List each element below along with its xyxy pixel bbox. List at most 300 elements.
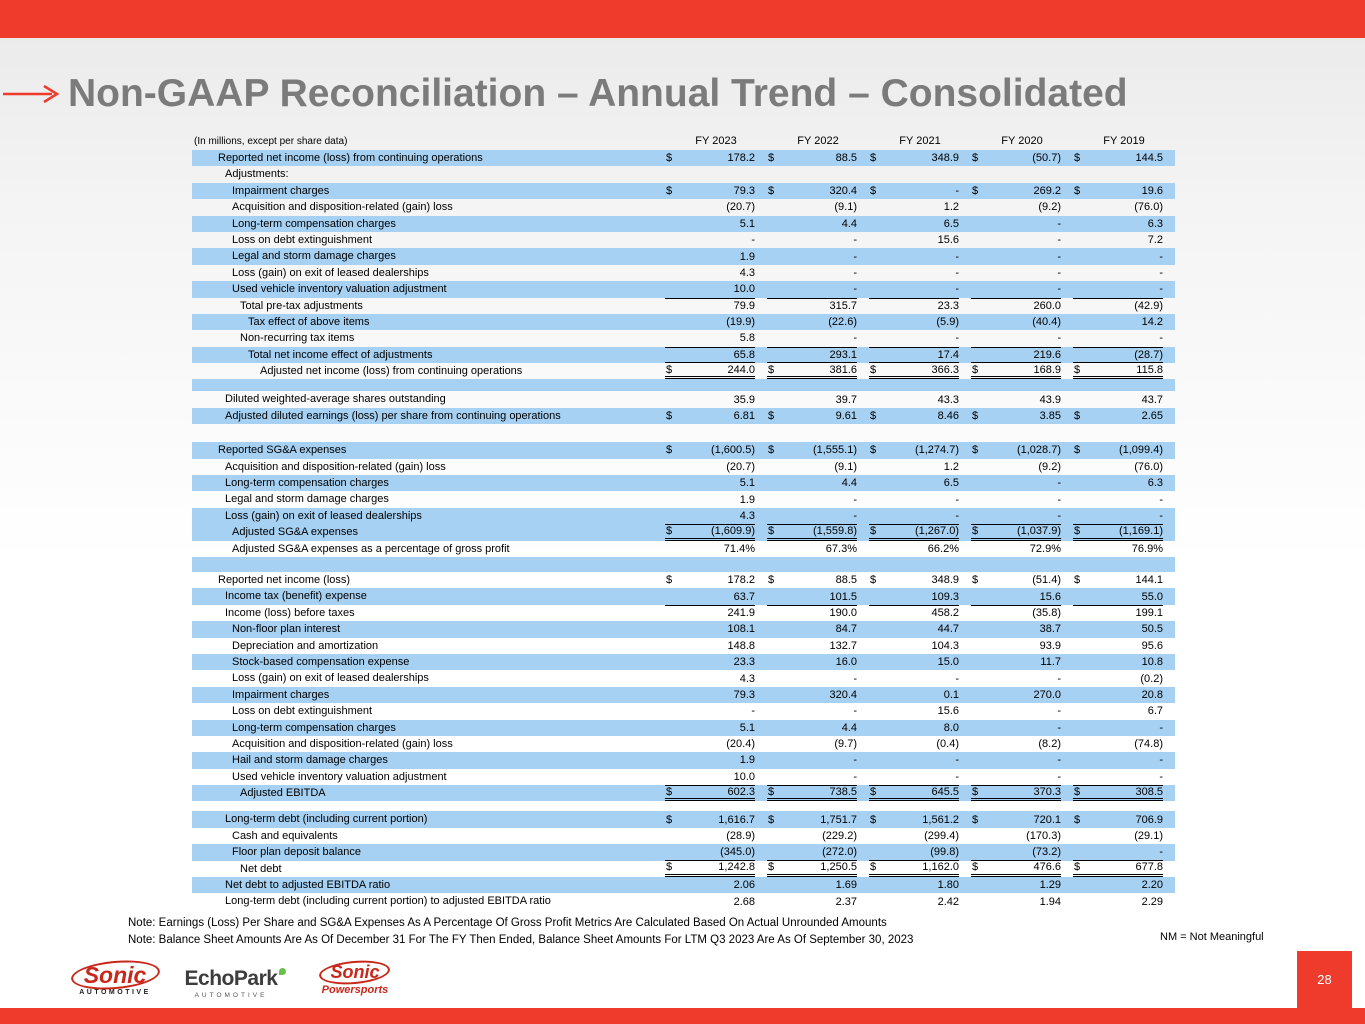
cell-value: 5.1 bbox=[739, 721, 755, 734]
table-row bbox=[192, 654, 1175, 670]
row-value-cell bbox=[869, 752, 971, 768]
cell-value: 1.2 bbox=[943, 201, 959, 214]
cell-value: - bbox=[1057, 510, 1061, 522]
row-label: Long-term debt (including current portion) to adjusted EBITDA ratio bbox=[225, 895, 551, 908]
cell-value: 1.9 bbox=[739, 754, 755, 767]
row-value-cell bbox=[971, 621, 1073, 637]
row-value-cell bbox=[971, 248, 1073, 264]
cell-value: 348.9 bbox=[931, 574, 959, 587]
table-row bbox=[192, 347, 1175, 363]
dollar-sign: $ bbox=[666, 410, 673, 423]
row-value-cell bbox=[665, 183, 767, 199]
row-value-cell bbox=[971, 459, 1073, 475]
cell-value: 15.0 bbox=[937, 656, 959, 669]
row-value-cell bbox=[665, 588, 767, 604]
row-label: Acquisition and disposition-related (gain) loss bbox=[225, 460, 446, 473]
cell-value: - bbox=[1159, 332, 1163, 345]
row-value-cell bbox=[1073, 459, 1175, 475]
cell-value: - bbox=[751, 705, 755, 718]
row-value-cell bbox=[665, 314, 767, 330]
row-value-cell bbox=[869, 314, 971, 330]
cell-value: 4.3 bbox=[739, 510, 755, 522]
row-value-cell bbox=[1073, 621, 1175, 637]
cell-value: (9.7) bbox=[834, 738, 857, 751]
row-value-cell bbox=[665, 541, 767, 557]
cell-value: 1,242.8 bbox=[718, 861, 755, 874]
row-value-cell bbox=[665, 265, 767, 281]
cell-value: (1,037.9) bbox=[1016, 525, 1061, 538]
table-row bbox=[192, 638, 1175, 654]
cell-value: 476.6 bbox=[1033, 861, 1061, 874]
cell-value: 2.06 bbox=[733, 879, 755, 892]
row-value-cell bbox=[767, 347, 869, 363]
cell-value: - bbox=[1057, 234, 1061, 247]
column-header: FY 2023 bbox=[695, 135, 737, 147]
table-row bbox=[192, 363, 1175, 379]
row-value-cell bbox=[971, 216, 1073, 232]
row-value-cell bbox=[665, 330, 767, 346]
row-value-cell bbox=[665, 248, 767, 264]
cell-value: (19.9) bbox=[726, 316, 755, 329]
row-value-cell bbox=[665, 844, 767, 860]
cell-value: (1,274.7) bbox=[914, 444, 959, 457]
row-value-cell bbox=[1073, 363, 1175, 379]
cell-value: 1.9 bbox=[739, 493, 755, 506]
row-value-cell bbox=[971, 475, 1073, 491]
row-value-cell bbox=[1073, 861, 1175, 877]
cell-value: 79.3 bbox=[733, 688, 755, 701]
cell-value: 6.5 bbox=[943, 477, 959, 490]
cell-value: (51.4) bbox=[1032, 574, 1061, 587]
cell-value: 17.4 bbox=[937, 348, 959, 361]
row-value-cell bbox=[1073, 491, 1175, 507]
table-row bbox=[192, 199, 1175, 215]
row-value-cell bbox=[869, 828, 971, 844]
cell-value: 1,751.7 bbox=[820, 813, 857, 826]
cell-value: 293.1 bbox=[829, 348, 857, 361]
dollar-sign: $ bbox=[1074, 861, 1081, 874]
row-value-cell bbox=[869, 508, 971, 524]
row-value-cell bbox=[869, 166, 971, 182]
cell-value: 4.4 bbox=[841, 721, 857, 734]
cell-value: (1,169.1) bbox=[1118, 525, 1163, 538]
row-value-cell bbox=[665, 408, 767, 424]
units-note: (In millions, except per share data) bbox=[194, 136, 348, 147]
row-value-cell bbox=[869, 363, 971, 379]
dollar-sign: $ bbox=[870, 786, 877, 799]
cell-value: - bbox=[955, 493, 959, 506]
cell-value: (9.2) bbox=[1038, 460, 1061, 473]
cell-value: 43.7 bbox=[1141, 393, 1163, 406]
row-value-cell bbox=[665, 232, 767, 248]
row-value-cell bbox=[767, 720, 869, 736]
row-value-cell bbox=[665, 605, 767, 621]
row-value-cell bbox=[1073, 654, 1175, 670]
row-value-cell bbox=[767, 314, 869, 330]
row-value-cell bbox=[665, 298, 767, 314]
dollar-sign: $ bbox=[768, 525, 775, 538]
row-value-cell bbox=[971, 183, 1073, 199]
row-value-cell bbox=[767, 459, 869, 475]
row-value-cell bbox=[665, 166, 767, 182]
cell-value: 458.2 bbox=[931, 607, 959, 620]
echopark-logo-subtext: AUTOMOTIVE bbox=[194, 992, 268, 999]
row-value-cell bbox=[869, 524, 971, 540]
dollar-sign: $ bbox=[1074, 363, 1081, 376]
row-value-cell bbox=[1073, 811, 1175, 827]
cell-value: (5.9) bbox=[936, 316, 959, 329]
row-value-cell bbox=[767, 524, 869, 540]
cell-value: 14.2 bbox=[1141, 316, 1163, 329]
dollar-sign: $ bbox=[972, 813, 979, 826]
row-value-cell bbox=[971, 298, 1073, 314]
bottom-accent-bar bbox=[0, 1008, 1365, 1024]
dollar-sign: $ bbox=[768, 363, 775, 376]
row-value-cell bbox=[971, 199, 1073, 215]
cell-value: - bbox=[955, 266, 959, 279]
row-value-cell bbox=[767, 150, 869, 166]
table-row bbox=[192, 605, 1175, 621]
dollar-sign: $ bbox=[870, 363, 877, 376]
cell-value: - bbox=[1159, 250, 1163, 263]
row-value-cell bbox=[1073, 588, 1175, 604]
cell-value: 4.4 bbox=[841, 217, 857, 230]
cell-value: 308.5 bbox=[1135, 786, 1163, 799]
cell-value: 738.5 bbox=[829, 786, 857, 799]
row-value-cell bbox=[767, 475, 869, 491]
cell-value: - bbox=[853, 332, 857, 345]
table-row bbox=[192, 524, 1175, 540]
table-row bbox=[192, 330, 1175, 346]
cell-value: 71.4% bbox=[723, 542, 755, 555]
row-value-cell bbox=[869, 265, 971, 281]
row-value-cell bbox=[1073, 391, 1175, 407]
dollar-sign: $ bbox=[972, 152, 979, 165]
cell-value: (73.2) bbox=[1032, 845, 1061, 858]
dollar-sign: $ bbox=[1074, 410, 1081, 423]
table-row bbox=[192, 459, 1175, 475]
row-value-cell bbox=[1073, 687, 1175, 703]
cell-value: 65.8 bbox=[733, 348, 755, 361]
cell-value: - bbox=[1159, 754, 1163, 767]
row-value-cell bbox=[767, 391, 869, 407]
page-number: 28 bbox=[1317, 972, 1332, 987]
row-value-cell bbox=[869, 605, 971, 621]
dollar-sign: $ bbox=[1074, 525, 1081, 538]
row-value-cell bbox=[767, 541, 869, 557]
cell-value: - bbox=[853, 705, 857, 718]
dollar-sign: $ bbox=[666, 786, 673, 799]
dollar-sign: $ bbox=[768, 786, 775, 799]
cell-value: - bbox=[1057, 266, 1061, 279]
row-value-cell bbox=[869, 621, 971, 637]
row-label: Reported SG&A expenses bbox=[218, 444, 347, 457]
cell-value: (1,267.0) bbox=[914, 525, 959, 538]
cell-value: (99.8) bbox=[930, 845, 959, 858]
dollar-sign: $ bbox=[972, 861, 979, 874]
row-value-cell bbox=[767, 844, 869, 860]
powersports-logo-wordmark: Sonic bbox=[319, 962, 390, 983]
row-value-cell bbox=[767, 638, 869, 654]
dollar-sign: $ bbox=[1074, 786, 1081, 799]
dollar-sign: $ bbox=[768, 861, 775, 874]
cell-value: - bbox=[1057, 332, 1061, 345]
table-row bbox=[192, 298, 1175, 314]
row-value-cell bbox=[971, 408, 1073, 424]
dollar-sign: $ bbox=[666, 861, 673, 874]
cell-value: (20.4) bbox=[726, 738, 755, 751]
row-value-cell bbox=[971, 703, 1073, 719]
row-value-cell bbox=[869, 183, 971, 199]
dollar-sign: $ bbox=[666, 813, 673, 826]
row-value-cell bbox=[869, 281, 971, 297]
cell-value: 19.6 bbox=[1141, 184, 1163, 197]
row-value-cell bbox=[971, 785, 1073, 801]
dollar-sign: $ bbox=[666, 152, 673, 165]
row-value-cell bbox=[1073, 785, 1175, 801]
table-row bbox=[192, 769, 1175, 785]
cell-value: 2.37 bbox=[835, 895, 857, 908]
cell-value: 370.3 bbox=[1033, 786, 1061, 799]
nm-note: NM = Not Meaningful bbox=[1160, 931, 1264, 943]
row-value-cell bbox=[1073, 638, 1175, 654]
cell-value: 2.65 bbox=[1141, 410, 1163, 423]
row-value-cell bbox=[767, 248, 869, 264]
cell-value: (9.1) bbox=[834, 460, 857, 473]
row-label: Total net income effect of adjustments bbox=[248, 348, 433, 361]
row-value-cell bbox=[767, 281, 869, 297]
row-value-cell bbox=[665, 475, 767, 491]
table-row bbox=[192, 811, 1175, 827]
row-value-cell bbox=[665, 736, 767, 752]
row-value-cell bbox=[767, 769, 869, 785]
cell-value: 10.8 bbox=[1141, 656, 1163, 669]
row-value-cell bbox=[971, 654, 1073, 670]
cell-value: 88.5 bbox=[835, 574, 857, 587]
row-label: Stock-based compensation expense bbox=[232, 655, 410, 668]
row-label: Non-recurring tax items bbox=[240, 332, 355, 345]
cell-value: 35.9 bbox=[733, 393, 755, 406]
cell-value: 44.7 bbox=[937, 623, 959, 636]
cell-value: - bbox=[1159, 283, 1163, 296]
dollar-sign: $ bbox=[1074, 444, 1081, 457]
cell-value: 1.29 bbox=[1039, 879, 1061, 892]
cell-value: 260.0 bbox=[1033, 300, 1061, 313]
row-value-cell bbox=[665, 877, 767, 893]
row-value-cell bbox=[869, 638, 971, 654]
cell-value: - bbox=[1159, 721, 1163, 734]
cell-value: 15.6 bbox=[937, 234, 959, 247]
cell-value: 241.9 bbox=[727, 607, 755, 620]
cell-value: 1,616.7 bbox=[718, 813, 755, 826]
cell-value: (345.0) bbox=[720, 845, 755, 858]
cell-value: (1,028.7) bbox=[1016, 444, 1061, 457]
row-value-cell bbox=[1073, 166, 1175, 182]
cell-value: (20.7) bbox=[726, 201, 755, 214]
row-value-cell bbox=[971, 347, 1073, 363]
row-label: Long-term debt (including current portion) bbox=[225, 813, 428, 826]
cell-value: 190.0 bbox=[829, 607, 857, 620]
row-value-cell bbox=[971, 232, 1073, 248]
cell-value: 79.9 bbox=[733, 300, 755, 313]
row-label: Loss (gain) on exit of leased dealerships bbox=[225, 509, 422, 522]
cell-value: 115.8 bbox=[1136, 363, 1163, 376]
dollar-sign: $ bbox=[972, 363, 979, 376]
cell-value: - bbox=[1057, 672, 1061, 685]
row-value-cell bbox=[767, 877, 869, 893]
cell-value: - bbox=[1159, 510, 1163, 522]
cell-value: - bbox=[1057, 721, 1061, 734]
cell-value: - bbox=[853, 672, 857, 685]
cell-value: 39.7 bbox=[835, 393, 857, 406]
cell-value: 4.3 bbox=[739, 266, 755, 279]
cell-value: (20.7) bbox=[726, 460, 755, 473]
cell-value: 5.8 bbox=[739, 332, 755, 345]
row-value-cell bbox=[665, 769, 767, 785]
table-row bbox=[192, 265, 1175, 281]
cell-value: 7.2 bbox=[1147, 234, 1163, 247]
cell-value: 10.0 bbox=[733, 283, 755, 296]
row-value-cell bbox=[869, 687, 971, 703]
row-label: Adjusted SG&A expenses bbox=[232, 526, 358, 539]
cell-value: 16.0 bbox=[835, 656, 857, 669]
cell-value: 1,561.2 bbox=[922, 813, 959, 826]
row-value-cell bbox=[767, 183, 869, 199]
table-row bbox=[192, 752, 1175, 768]
cell-value: 23.3 bbox=[937, 300, 959, 313]
cell-value: 95.6 bbox=[1141, 639, 1163, 652]
row-value-cell bbox=[767, 654, 869, 670]
notes-block bbox=[128, 915, 913, 948]
row-value-cell bbox=[767, 621, 869, 637]
cell-value: 5.1 bbox=[739, 477, 755, 490]
row-value-cell bbox=[869, 248, 971, 264]
cell-value: 2.29 bbox=[1141, 895, 1163, 908]
table-row bbox=[192, 150, 1175, 166]
row-value-cell bbox=[767, 893, 869, 909]
cell-value: - bbox=[853, 754, 857, 767]
table-row bbox=[192, 183, 1175, 199]
table-row bbox=[192, 720, 1175, 736]
cell-value: 144.1 bbox=[1135, 574, 1163, 587]
dollar-sign: $ bbox=[870, 152, 877, 165]
row-label: Non-floor plan interest bbox=[232, 623, 341, 636]
cell-value: 76.9% bbox=[1131, 542, 1163, 555]
row-value-cell bbox=[1073, 408, 1175, 424]
cell-value: (76.0) bbox=[1134, 201, 1163, 214]
row-value-cell bbox=[767, 265, 869, 281]
cell-value: - bbox=[955, 184, 959, 197]
cell-value: (74.8) bbox=[1134, 738, 1163, 751]
dollar-sign: $ bbox=[972, 525, 979, 538]
row-value-cell bbox=[1073, 670, 1175, 686]
row-value-cell bbox=[767, 408, 869, 424]
cell-value: 270.0 bbox=[1033, 688, 1061, 701]
row-value-cell bbox=[665, 893, 767, 909]
row-value-cell bbox=[869, 861, 971, 877]
table-row bbox=[192, 621, 1175, 637]
row-value-cell bbox=[767, 687, 869, 703]
column-header: FY 2022 bbox=[797, 135, 839, 147]
table-row bbox=[192, 736, 1175, 752]
row-value-cell bbox=[767, 508, 869, 524]
cell-value: (76.0) bbox=[1134, 460, 1163, 473]
row-label: Reported net income (loss) bbox=[218, 573, 351, 586]
dollar-sign: $ bbox=[768, 184, 775, 197]
cell-value: (50.7) bbox=[1032, 152, 1061, 165]
row-value-cell bbox=[971, 844, 1073, 860]
row-value-cell bbox=[971, 861, 1073, 877]
cell-value: - bbox=[1057, 770, 1061, 783]
row-value-cell bbox=[767, 670, 869, 686]
row-value-cell bbox=[869, 670, 971, 686]
row-label: Adjusted diluted earnings (loss) per share from continuing operations bbox=[225, 409, 561, 422]
row-value-cell bbox=[665, 281, 767, 297]
cell-value: 20.8 bbox=[1141, 688, 1163, 701]
row-value-cell bbox=[665, 150, 767, 166]
cell-value: 5.1 bbox=[739, 217, 755, 230]
row-value-cell bbox=[971, 330, 1073, 346]
row-value-cell bbox=[665, 670, 767, 686]
dollar-sign: $ bbox=[870, 574, 877, 587]
cell-value: 645.5 bbox=[931, 786, 959, 799]
dollar-sign: $ bbox=[870, 813, 877, 826]
cell-value: 9.61 bbox=[835, 410, 857, 423]
row-label: Total pre-tax adjustments bbox=[240, 299, 363, 312]
row-value-cell bbox=[1073, 828, 1175, 844]
dollar-sign: $ bbox=[666, 363, 673, 376]
row-value-cell bbox=[1073, 605, 1175, 621]
dollar-sign: $ bbox=[666, 184, 673, 197]
cell-value: (9.2) bbox=[1038, 201, 1061, 214]
row-label: Impairment charges bbox=[232, 184, 330, 197]
spacer-row bbox=[192, 424, 1175, 442]
dollar-sign: $ bbox=[666, 444, 673, 457]
row-value-cell bbox=[869, 150, 971, 166]
cell-value: - bbox=[751, 234, 755, 247]
row-value-cell bbox=[665, 811, 767, 827]
cell-value: - bbox=[1057, 283, 1061, 296]
cell-value: 1,250.5 bbox=[820, 861, 857, 874]
row-value-cell bbox=[1073, 524, 1175, 540]
cell-value: 15.6 bbox=[1039, 590, 1061, 603]
row-label: Adjusted SG&A expenses as a percentage of gross profit bbox=[232, 542, 510, 555]
dollar-sign: $ bbox=[768, 813, 775, 826]
row-value-cell bbox=[665, 363, 767, 379]
cell-value: 269.2 bbox=[1033, 184, 1061, 197]
dollar-sign: $ bbox=[870, 410, 877, 423]
row-value-cell bbox=[971, 769, 1073, 785]
cell-value: 1.9 bbox=[739, 250, 755, 263]
table-row bbox=[192, 166, 1175, 182]
cell-value: - bbox=[853, 234, 857, 247]
cell-value: 6.81 bbox=[733, 410, 755, 423]
cell-value: 43.9 bbox=[1039, 393, 1061, 406]
cell-value: (28.7) bbox=[1134, 348, 1163, 361]
cell-value: 43.3 bbox=[937, 393, 959, 406]
row-label: Legal and storm damage charges bbox=[225, 493, 389, 506]
row-value-cell bbox=[1073, 572, 1175, 588]
row-value-cell bbox=[767, 828, 869, 844]
row-label: Used vehicle inventory valuation adjustment bbox=[232, 770, 447, 783]
row-label: Depreciation and amortization bbox=[232, 639, 379, 652]
cell-value: - bbox=[853, 250, 857, 263]
row-value-cell bbox=[665, 199, 767, 215]
row-value-cell bbox=[971, 687, 1073, 703]
cell-value: - bbox=[955, 754, 959, 767]
row-value-cell bbox=[1073, 199, 1175, 215]
row-value-cell bbox=[767, 298, 869, 314]
